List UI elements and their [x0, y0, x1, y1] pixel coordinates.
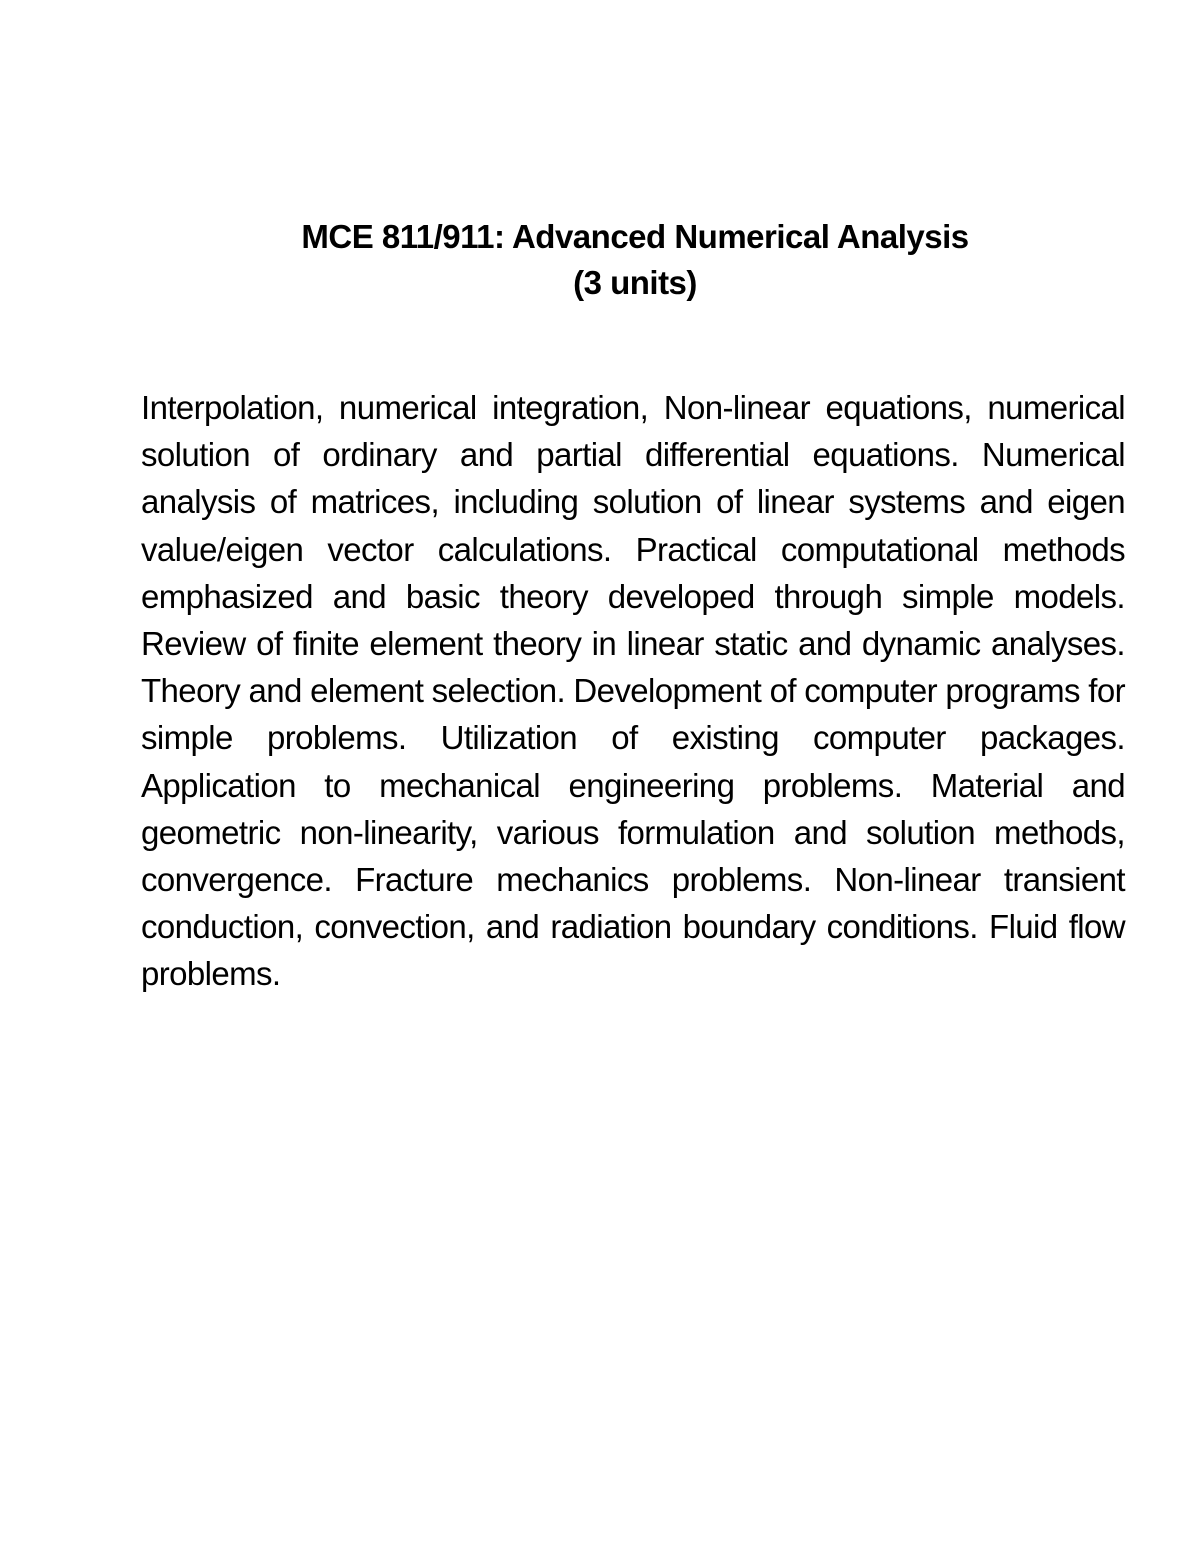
course-title: MCE 811/911: Advanced Numerical Analysis — [301, 218, 969, 255]
course-heading — [0, 214, 1200, 306]
course-description: Interpolation, numerical integration, Non-linear equations, numerical solution of ordinary and partial differential equations. Numerical analysis of matrices, including solution of linear systems and eigen value/eigen vector calculations. Practical computational methods emphasized and basic theory developed through simple models. Review of finite element theory in linear static and dynamic analyses. Theory and element selection. Development of computer programs for simple problems. Utilization of existing computer packages. Application to mechanical engineering problems. Material and geometric non-linearity, various formulation and solution methods, convergence. Fracture mechanics problems. Non-linear transient conduction, convection, and radiation boundary conditions. Fluid flow problems. — [141, 389, 1125, 993]
course-units: (3 units) — [573, 264, 697, 301]
